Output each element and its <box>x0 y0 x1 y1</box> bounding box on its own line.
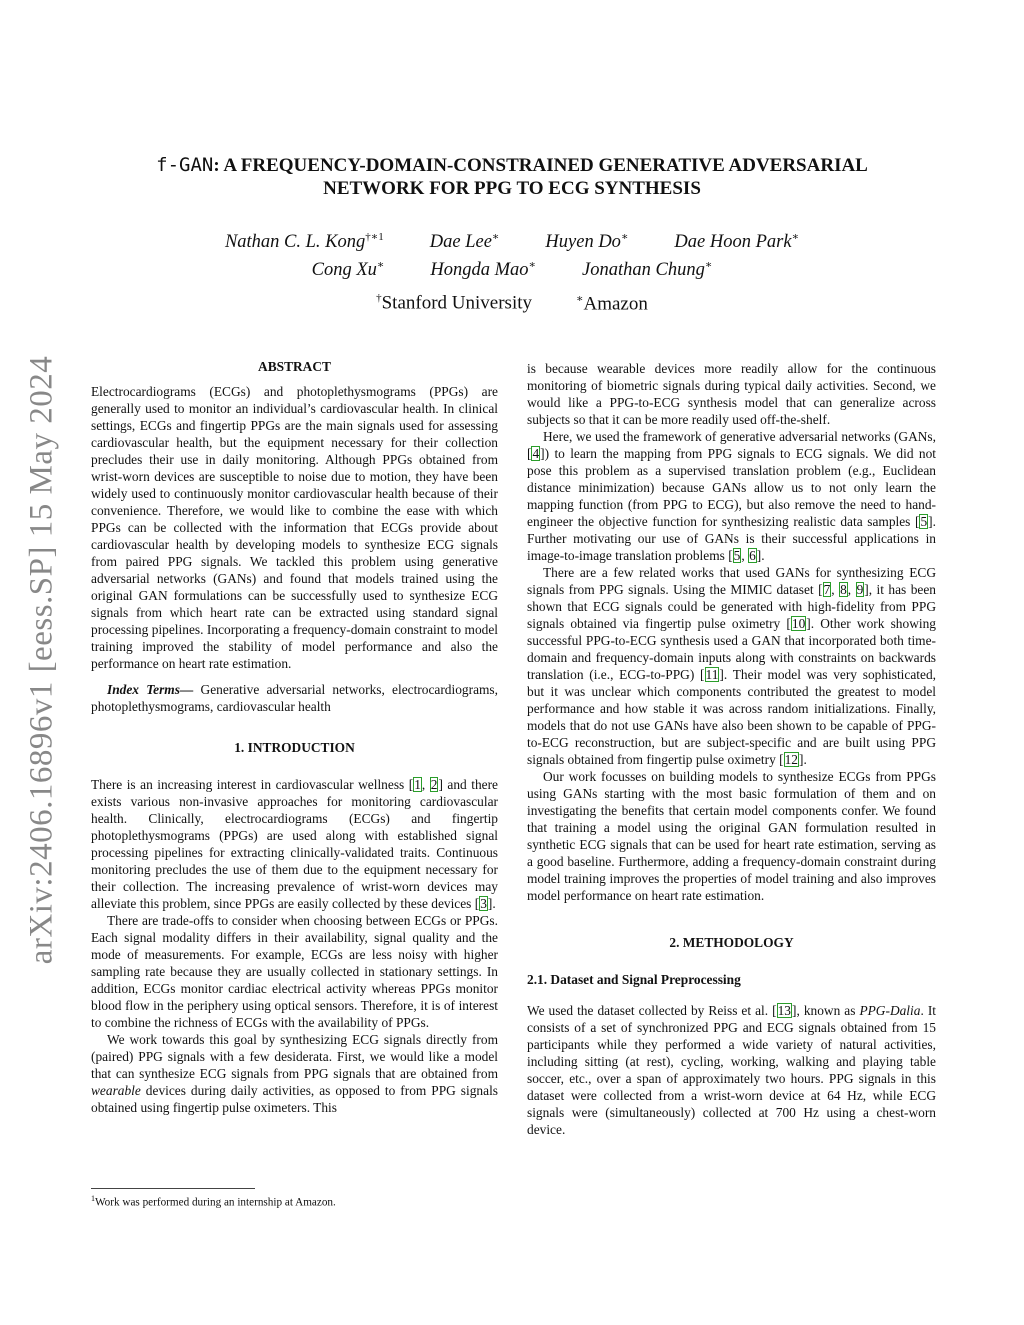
index-terms <box>91 681 498 715</box>
citation-link[interactable]: 11 <box>705 667 719 682</box>
author: Nathan C. L. Kong$^{\dagger∗1}$ <box>224 231 384 253</box>
abstract-text: Electrocardiograms (ECGs) and photoplethysmograms (PPGs) are generally used to monitor an individual’s cardiovascular health. In clinical settings, ECGs and fingertip PPGs are the main signals used for assessing cardiovascular health, but the equipment necessary for their collection precludes their use in daily monitoring. Although PPGs obtained from wrist-worn devices are susceptible to noise due to motion, they have been widely used to continuously monitor cardiovascular health because of their convenience. Therefore, we would like to combine the ease with which PPGs can be collected with the information that ECGs provide about cardiovascular health by developing models to synthesize ECG signals from paired PPG signals. We tackled this problem using generative adversarial networks (GANs) and found that models trained using the original GAN formulations can be successfully used to synthesize ECG signals from which heart rate can be extracted using standard signal processing pipelines. Incorporating a frequency-domain constraint to model training improved the stability of model performance and also the performance on heart rate estimation. <box>91 384 498 671</box>
author: Huyen Do∗ <box>545 231 629 253</box>
paper-title <box>90 154 934 200</box>
paragraph: There are a few related works that used GANs for synthesizing ECG signals from PPG signals. Using the MIMIC dataset [7, 8, 9], it has been shown that ECG signals could be generated with high-fidelity from PPG signals obtained via fingertip pulse oximetry [10]. Other work showing successful PPG-to-ECG synthesis used a GAN that incorporated both time-domain and frequency-domain inputs along with constraints on backwards translation (i.e., ECG-to-PPG) [11]. Their model was very sophisticated, but it was unclear which components contributed the greatest to model performance and how stable it was across random initializations. Finally, models that do not use GANs have also been shown to be capable of PPG-to-ECG reconstruction, but are subject-specific and are built using PPG signals obtained from fingertip pulse oximetry [12]. <box>527 565 936 767</box>
title-prefix: f-GAN <box>156 154 214 176</box>
citation-link[interactable]: 9 <box>856 582 864 597</box>
paragraph: Here, we used the framework of generative adversarial networks (GANs, [4]) to learn the mapping from PPG signals to ECG signals. We did not pose this problem as a supervised translation problem (e.g., Euclidean distance minimization) because GANs allow us to not only learn the mapping function (from PPG to ECG), but also remove the need to hand-engineer the objective function for synthesizing realistic data samples [5]. Further motivating our use of GANs is their successful applications in image-to-image translation problems [5, 6]. <box>527 429 936 563</box>
footnote-mark: 1 <box>91 1194 95 1203</box>
author: Dae Lee∗ <box>429 231 500 253</box>
index-terms-text: Generative adversarial networks, electrocardiograms, photoplethysmograms, cardiovascular health <box>91 682 498 714</box>
citation-link[interactable]: 4 <box>532 446 540 461</box>
citation-link[interactable]: 1 <box>414 777 421 792</box>
abstract-heading: ABSTRACT <box>258 359 331 374</box>
citation-link[interactable]: 10 <box>791 616 806 631</box>
affiliation: ∗Amazon <box>576 293 648 315</box>
citation-link[interactable]: 13 <box>777 1003 791 1018</box>
affiliations <box>90 292 934 315</box>
author-list <box>90 226 934 282</box>
footnote-text: Work was performed during an internship at Amazon. <box>95 1196 336 1209</box>
author-row-1 <box>90 226 934 254</box>
author: Jonathan Chung∗ <box>582 259 713 281</box>
title-line2: NETWORK FOR PPG TO ECG SYNTHESIS <box>323 178 701 199</box>
citation-link[interactable]: 5 <box>920 514 928 529</box>
citation-link[interactable]: 3 <box>480 896 487 911</box>
citation-link[interactable]: 2 <box>430 777 438 792</box>
arxiv-identifier: arXiv:2406.16896v1 [eess.SP] 15 May 2024 <box>23 355 60 965</box>
paragraph: We used the dataset collected by Reiss et al. [13], known as PPG-Dalia. It consists of a set of synchronized PPG and ECG signals obtained from 15 participants while they performed a wide variety of natural activities, including sitting (at rest), cycling, working, walking and playing table soccer, etc., over a span of approximately two hours. PPG signals in this dataset were collected from a wrist-worn device at 64 Hz, while ECG signals were (simultaneously) collected at 700 Hz using a chest-worn device. <box>527 1003 936 1137</box>
author: Dae Hoon Park∗ <box>674 231 800 253</box>
citation-link[interactable]: 6 <box>749 548 756 563</box>
paragraph: is because wearable devices more readily allow for the continuous monitoring of biometric signals during typical daily activities. Second, we would like a PPG-to-ECG synthesis model that can generalize across subjects so that it can be more readily used off-the-shelf. <box>527 361 936 427</box>
citation-link[interactable]: 7 <box>823 582 831 597</box>
paragraph: There is an increasing interest in cardiovascular wellness [1, 2] and there exists various non-invasive approaches for monitoring cardiovascular health. Clinically, electrocardiograms (ECGs) and fingertip photoplethysmograms (PPGs) are used along with established signal processing pipelines for extracting clinically-validated traits. Continuous monitoring precludes the use of them due to the equipment necessary for their collection. The increasing prevalence of wrist-worn devices may alleviate this problem, since PPGs are easily collected by these devices [3]. <box>91 777 498 911</box>
right-column <box>527 360 936 1138</box>
paragraph: Our work focusses on building models to synthesize ECGs from PPGs using GANs starting with the most basic formulation of them and on investigating the benefits that certain model components confer. We found that training a model using the original GAN formulation resulted in synthetic ECG signals that can be used for heart rate estimation, serving as a good baseline. Furthermore, adding a frequency-domain constraint during model training improves the properties of model training and also improves model performance on heart rate estimation. <box>527 769 936 903</box>
paragraph: We work towards this goal by synthesizing ECG signals directly from (paired) PPG signals with a few desiderata. First, we would like a model that can synthesize ECG signals from PPG signals that are obtained from wearable devices during daily activities, as opposed to from PPG signals obtained using fingertip pulse oximeters. This <box>91 1032 498 1115</box>
author: Hongda Mao∗ <box>430 259 537 281</box>
citation-link[interactable]: 12 <box>784 752 798 767</box>
footnote <box>91 1188 498 1210</box>
author-row-2 <box>90 254 934 282</box>
citation-link[interactable]: 5 <box>733 548 741 563</box>
subsection-heading: 2.1. Dataset and Signal Preprocessing <box>527 972 741 987</box>
paragraph: There are trade-offs to consider when choosing between ECGs or PPGs. Each signal modality differs in their availability, signal quality and the mode of measurements. For example, ECGs are less noisy with higher sampling rate because they are usually collected in stationary settings. In addition, ECGs monitor cardiac electrical activity whereas PPGs monitor blood flow in the periphery using optical sensors. Therefore, it is of interest to combine the richness of ECGs with the availability of PPGs. <box>91 913 498 1030</box>
footnote-rule <box>91 1188 255 1189</box>
section-heading: 1. INTRODUCTION <box>234 740 355 755</box>
index-terms-label: Index Terms— <box>107 682 194 697</box>
left-column <box>91 358 498 1116</box>
title-line1: : A FREQUENCY-DOMAIN-CONSTRAINED GENERATIVE ADVERSARIAL <box>213 155 868 176</box>
author: Cong Xu∗ <box>311 259 385 281</box>
arxiv-sidebar <box>22 340 62 980</box>
affiliation: †Stanford University <box>376 292 533 314</box>
section-heading: 2. METHODOLOGY <box>669 935 794 950</box>
citation-link[interactable]: 8 <box>840 582 847 597</box>
